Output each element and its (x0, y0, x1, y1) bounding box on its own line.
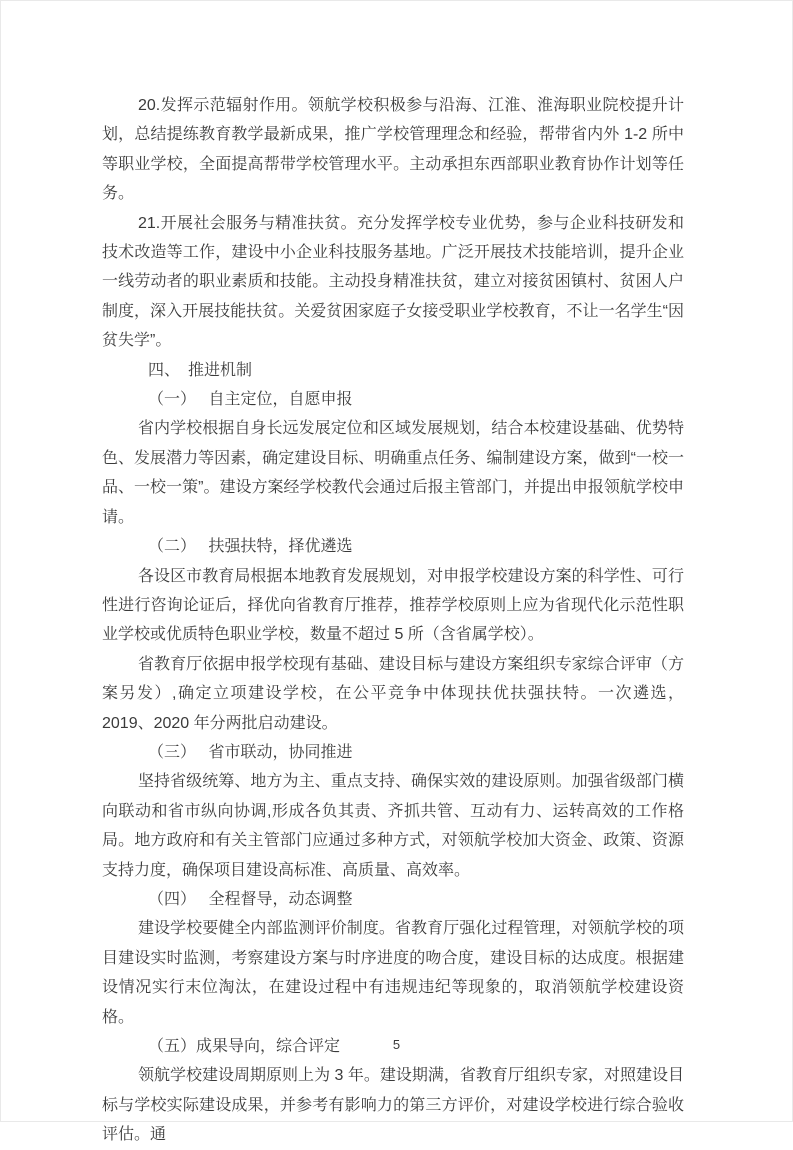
section-heading: （一） 自主定位，自愿申报 (148, 391, 353, 409)
section-heading: 四、 推进机制 (148, 361, 253, 379)
page-number: 5 (392, 1037, 401, 1052)
section-heading: （五）成果导向，综合评定 (148, 1038, 341, 1055)
paragraph: 坚持省级统筹、地方为主、重点支持、确保实效的建设原则。加强省级部门横向联动和省市纵向协调,形成各负其责、齐抓共管、互动有力、运转高效的工作格局。地方政府和有关主管部门应通过多种方式，对领航学校加大资金、政策、资源支持力度，确保项目建设高标准、高质量、高效率。 (102, 773, 684, 879)
paragraph: 省教育厅依据申报学校现有基础、建设目标与建设方案组织专家综合评审（方案另发）,确定立项建设学校，在公平竞争中体现扶优扶强扶特。一次遴选，2019、2020 年分两批启动建设。 (102, 655, 684, 732)
paragraph: 建设学校要健全内部监测评价制度。省教育厅强化过程管理，对领航学校的项目建设实时监测，考察建设方案与时序进度的吻合度，建设目标的达成度。根据建设情况实行末位淘汰，在建设过程中有违规违纪等现象的，取消领航学校建设资格。 (102, 920, 684, 1026)
paragraph: 省内学校根据自身长远发展定位和区域发展规划，结合本校建设基础、优势特色、发展潜力等因素，确定建设目标、明确重点任务、编制建设方案，做到“一校一品、一校一策”。建设方案经学校教代会通过后报主管部门，并提出申报领航学校申请。 (102, 420, 684, 526)
document-body (102, 91, 684, 1150)
section-heading: （三） 省市联动，协同推进 (148, 743, 353, 761)
section-heading: （二） 扶强扶特，择优遴选 (148, 538, 353, 556)
paragraph: 20.发挥示范辐射作用。领航学校积极参与沿海、江淮、淮海职业院校提升计划，总结提练教育教学最新成果，推广学校管理理念和经验，帮带省内外 1-2 所中等职业学校，全面提高帮带学校管理水平。主动承担东西部职业教育协作计划等任务。 (102, 97, 684, 203)
section-heading: （四） 全程督导，动态调整 (148, 890, 353, 908)
paragraph: 领航学校建设周期原则上为 3 年。建设期满，省教育厅组织专家，对照建设目标与学校实际建设成果，并参考有影响力的第三方评价，对建设学校进行综合验收评估。通 (102, 1067, 684, 1144)
paragraph: 各设区市教育局根据本地教育发展规划，对申报学校建设方案的科学性、可行性进行咨询论证后，择优向省教育厅推荐，推荐学校原则上应为省现代化示范性职业学校或优质特色职业学校，数量不超过 5 所（含省属学校）。 (102, 567, 684, 644)
paragraph: 21.开展社会服务与精准扶贫。充分发挥学校专业优势，参与企业科技研发和技术改造等工作，建设中小企业科技服务基地。广泛开展技术技能培训，提升企业一线劳动者的职业素质和技能。主动投身精准扶贫，建立对接贫困镇村、贫困人户制度，深入开展技能扶贫。关爱贫困家庭子女接受职业学校教育，不让一名学生“因贫失学”。 (102, 214, 684, 350)
